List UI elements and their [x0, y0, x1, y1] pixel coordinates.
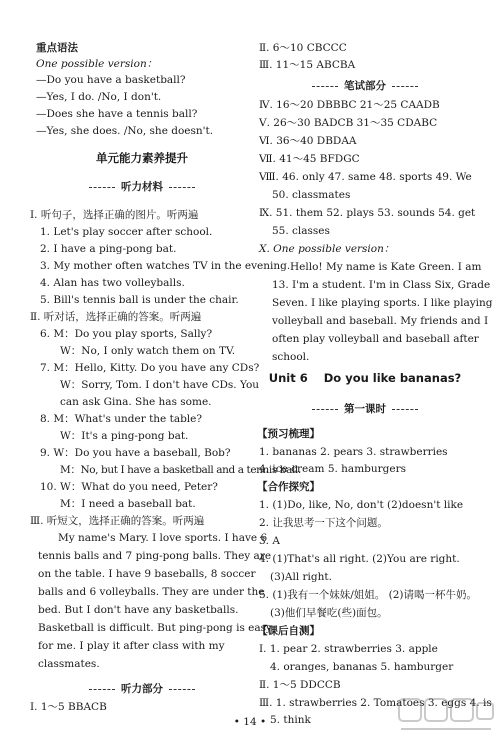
part3-line: on the table. I have 9 baseballs, 8 soccer — [38, 568, 256, 580]
part1-line: 5. Bill's tennis ball is under the chair. — [40, 294, 239, 306]
part3-title: Ⅲ. 听短文，选择正确的答案。听两遍 — [30, 515, 205, 527]
part2-line: M：No, but I have a basketball and a tennis ball. — [60, 464, 301, 476]
test-line: Ⅰ. 1. pear 2. strawberries 3. apple — [259, 643, 438, 655]
answer-line: Ⅶ. 41～45 BFDGC — [259, 153, 360, 165]
lesson-heading: 第一课时 — [259, 403, 471, 416]
essay-line: 13. I'm a student. I'm in Class Six, Grade — [272, 279, 491, 291]
answer-line: 55. classes — [272, 225, 330, 237]
unit-section-title: 单元能力素养提升 — [96, 151, 188, 165]
part2-line: 7. M：Hello, Kitty. Do you have any CDs? — [40, 362, 260, 374]
test-line: Ⅱ. 1～5 DDCCB — [259, 679, 341, 691]
part2-line: can ask Gina. She has some. — [60, 396, 212, 408]
coop-line: 4. (1)That's all right. (2)You are right. — [259, 553, 460, 565]
grammar-line: —Do you have a basketball? — [36, 74, 186, 86]
essay-line: school. — [272, 351, 310, 363]
part1-line: 4. Alan has two volleyballs. — [40, 277, 185, 289]
part2-line: 10. W：What do you need, Peter? — [40, 481, 218, 493]
part3-line: balls and 6 volleyballs. They are under the — [38, 586, 265, 598]
watermark-logo-icon — [395, 693, 497, 737]
answer-line: Ⅹ. One possible version： — [259, 243, 395, 255]
part2-line: W：It's a ping-pong bat. — [60, 430, 189, 442]
grammar-line: —Yes, she does. /No, she doesn't. — [36, 125, 214, 137]
possible-version-label: One possible version： — [36, 58, 158, 70]
part3-line: for me. I play it after class with my — [38, 640, 225, 652]
essay-line: Seven. I like playing sports. I like playing — [272, 297, 493, 309]
grammar-line: —Does she have a tennis ball? — [36, 108, 198, 120]
part2-line: 9. W：Do you have a baseball, Bob? — [40, 447, 231, 459]
answer-line: Ⅳ. 16～20 DBBBC 21～25 CAADB — [259, 99, 440, 111]
page-number: • 14 • — [233, 716, 267, 728]
part3-line: bed. But I don't have any basketballs. — [38, 604, 239, 616]
essay-line: volleyball and baseball. My friends and I — [272, 315, 489, 327]
preview-line: 1. bananas 2. pears 3. strawberries — [259, 446, 448, 458]
preview-title: 【预习梳理】 — [257, 428, 320, 440]
grammar-title: 重点语法 — [36, 42, 78, 54]
answer-line: Ⅰ. 1～5 BBACB — [30, 701, 107, 713]
part3-line: classmates. — [38, 658, 100, 670]
answer-line: Ⅴ. 26～30 BADCB 31～35 CDABC — [259, 117, 438, 129]
essay-line: Hello! My name is Kate Green. I am — [290, 261, 482, 273]
part3-line: My name's Mary. I love sports. I have 6 — [58, 532, 268, 544]
part3-line: Basketball is difficult. But ping-pong is easy — [38, 622, 272, 634]
part1-line: 1. Let's play soccer after school. — [40, 226, 213, 238]
essay-line: often play volleyball and baseball after — [272, 333, 479, 345]
coop-title: 【合作探究】 — [257, 481, 320, 493]
test-title: 【课后自测】 — [257, 625, 320, 637]
answer-line: Ⅲ. 11～15 ABCBA — [259, 59, 356, 71]
part2-line: W：Sorry, Tom. I don't have CDs. You — [60, 379, 260, 391]
answer-line: Ⅷ. 46. only 47. same 48. sports 49. We — [259, 171, 472, 183]
test-line: 4. oranges, bananas 5. hamburger — [270, 661, 454, 673]
part1-line: 3. My mother often watches TV in the evening. — [40, 260, 291, 272]
written-part-heading: 笔试部分 — [259, 80, 471, 93]
answer-line: Ⅸ. 51. them 52. plays 53. sounds 54. get — [259, 207, 476, 219]
part2-line: 6. M：Do you play sports, Sally? — [40, 328, 213, 340]
listening-material-heading: 听力材料 — [36, 181, 248, 194]
part2-line: 8. M：What's under the table? — [40, 413, 203, 425]
part1-line: 2. I have a ping-pong bat. — [40, 243, 177, 255]
test-line: Ⅲ. 1. strawberries 2. Tomatoes 3. eggs 4. is — [259, 697, 492, 709]
coop-line: (3)他们早餐吃(些)面包。 — [270, 607, 388, 619]
coop-line: 5. (1)我有一个妹妹/姐姐。 (2)请喝一杯牛奶。 — [259, 589, 477, 601]
answer-line: Ⅱ. 6～10 CBCCC — [259, 42, 347, 54]
grammar-line: —Yes, I do. /No, I don't. — [36, 91, 162, 103]
test-line: 5. think — [270, 714, 311, 726]
part3-line: tennis balls and 7 ping-pong balls. They are — [38, 550, 272, 562]
preview-line: 4. ice cream 5. hamburgers — [259, 463, 406, 475]
part2-line: W：No, I only watch them on TV. — [60, 345, 236, 357]
part1-title: Ⅰ. 听句子，选择正确的图片。听两遍 — [30, 209, 199, 221]
coop-line: 2. 让我思考一下这个问题。 — [259, 517, 388, 529]
coop-line: 1. (1)Do, like, No, don't (2)doesn't like — [259, 499, 464, 511]
answer-line: 50. classmates — [272, 189, 351, 201]
coop-line: (3)All right. — [270, 571, 332, 583]
part2-title: Ⅱ. 听对话，选择正确的答案。听两遍 — [30, 311, 202, 323]
unit-title: Unit 6 Do you like bananas? — [268, 371, 462, 385]
part2-line: M：I need a baseball bat. — [60, 498, 196, 510]
listening-part-heading: 听力部分 — [36, 683, 248, 696]
answer-line: Ⅵ. 36～40 DBDAA — [259, 135, 357, 147]
coop-line: 3. A — [259, 535, 280, 547]
